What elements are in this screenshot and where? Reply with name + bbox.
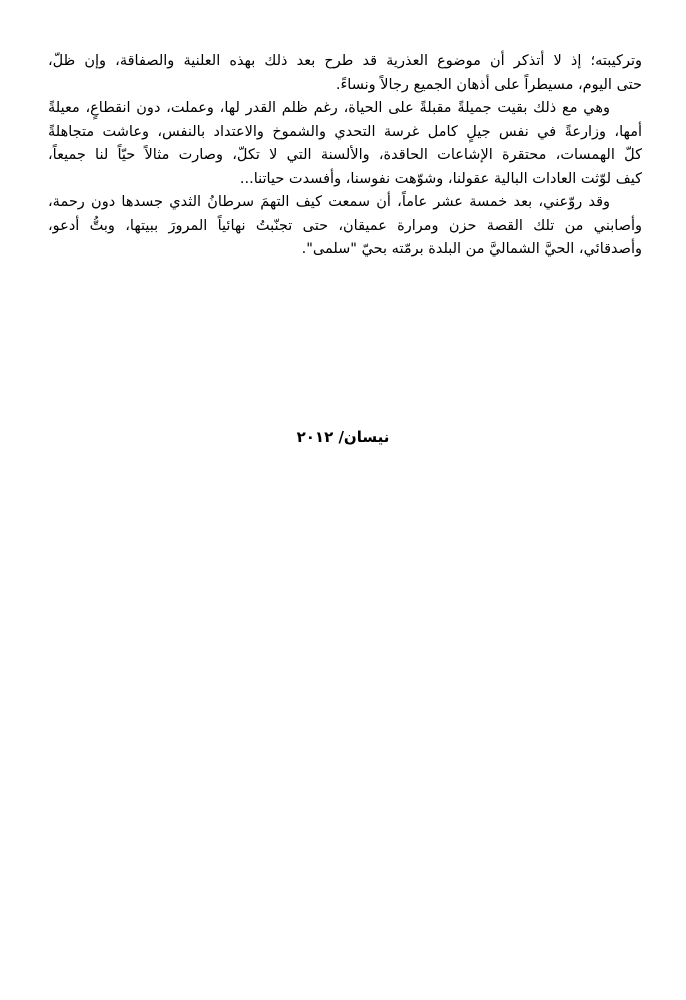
paragraph-2	[48, 97, 642, 191]
text-line: وأصدقائي، الحيَّ الشماليَّ من البلدة برمّته بحيّ "سلمى".	[301, 241, 642, 257]
text-line: كيف لوّثت العادات البالية عقولنا، وشوّهت نفوسنا، وأفسدت حياتنا...	[239, 170, 642, 187]
text-line: وهي مع ذلك بقيت جميلةً مقبلةً على الحياة، رغم ظلم القدر لها، وعملت، دون انقطاعٍ، معيلةً	[48, 100, 610, 116]
date-signature: نيسان/ ٢٠١٢	[296, 428, 390, 446]
text-line: وقد روّعني، بعد خمسة عشر عاماً، أن سمعت كيف التهمَ سرطانُ الثدي جسدها دون رحمة،	[48, 194, 610, 210]
text-line: حتى اليوم، مسيطراً على أذهان الجميع رجالاً ونساءً.	[335, 76, 642, 93]
body-text	[48, 50, 642, 262]
text-line: كلّ الهمسات، محتقرة الإشاعات الحاقدة، والألسنة التي لا تكلّ، وصارت مثالاً حيّاً لنا جميعاً،	[48, 147, 642, 163]
text-line: وأصابني من تلك القصة حزن ومرارة عميقان، حتى تجنّبتُ نهائياً المرورَ ببيتها، وبتُّ أدعو،	[48, 217, 642, 234]
paragraph-1	[48, 50, 642, 97]
text-line: أمها، وزارعةً في نفس جيلٍ كامل غرسة التحدي والشموخ والاعتداد بالنفس، وعاشت متجاهلةً	[48, 123, 642, 140]
text-line: وتركيبته؛ إذ لا أتذكر أن موضوع العذرية قد طرح بعد ذلك بهذه العلنية والصفاقة، وإن ظلّ،	[48, 53, 642, 69]
paragraph-3	[48, 191, 642, 262]
